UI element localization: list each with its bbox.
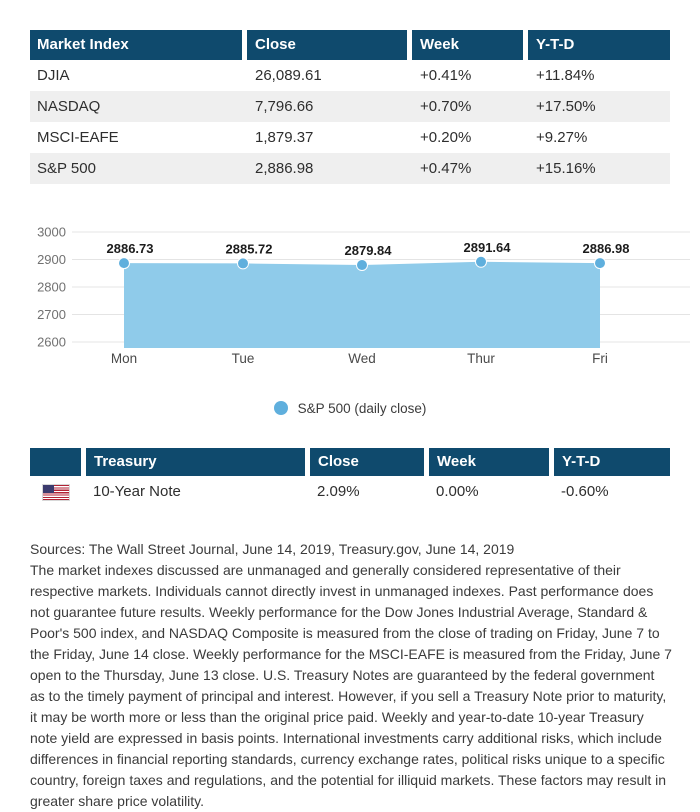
column-header-ytd: Y-T-D [523, 30, 670, 60]
week-change: +0.47% [420, 160, 472, 177]
chart-legend [30, 398, 670, 418]
column-header-treasury: Treasury [81, 448, 305, 476]
footnotes [30, 539, 672, 812]
y-tick-label: 2800 [37, 279, 66, 295]
column-header-close: Close [305, 448, 424, 476]
close-value: 1,879.37 [255, 129, 314, 146]
us-flag-icon [43, 485, 69, 500]
column-header-week: Week [424, 448, 549, 476]
disclaimer-text: The market indexes discussed are unmanaged and generally considered representative of their respective markets. Individuals cannot directly invest in unmanaged indexes. Past performance does not guarantee future results. Weekly performance for the Dow Jones Industrial Average, Standard & Poor's 500 index, and NASDAQ Composite is measured from the close of trading on Friday, June 7 to the Friday, June 14 close. Weekly performance for the MSCI-EAFE is measured from the Friday, June 7 open to the Thursday, June 13 close. U.S. Treasury Notes are guaranteed by the federal government as to the timely payment of principal and interest. However, if you sell a Treasury Note prior to maturity, it may be worth more or less than the original price paid. Weekly and year-to-date 10-year Treasury note yield are expressed in basis points. International investments carry additional risks, which include differences in financial reporting standards, currency exchange rates, political risks unique to a specific country, foreign taxes and regulations, and the potential for illiquid markets. These factors may result in greater share price volatility. [30, 562, 672, 809]
column-header-ytd: Y-T-D [549, 448, 670, 476]
treasury-table [30, 448, 670, 508]
area-fill [124, 262, 600, 348]
data-point-label: 2886.73 [106, 241, 154, 257]
table-row [30, 122, 670, 153]
market-index-table [30, 30, 670, 184]
ytd-change: +9.27% [536, 129, 588, 146]
sp500-weekly-chart [30, 210, 670, 377]
x-axis-label: Thur [467, 351, 495, 366]
data-point-label: 2886.98 [582, 241, 630, 257]
y-tick-label: 2600 [37, 334, 66, 350]
index-name: DJIA [37, 67, 70, 84]
index-name: S&P 500 [37, 160, 96, 177]
week-change: +0.41% [420, 67, 472, 84]
y-tick-label: 2700 [37, 307, 66, 322]
week-change: 0.00% [436, 483, 479, 500]
column-header-close: Close [242, 30, 407, 60]
treasury-header-row [30, 448, 670, 476]
index-name: MSCI-EAFE [37, 129, 119, 146]
table-row [30, 60, 670, 91]
legend-marker-icon [274, 401, 288, 415]
ytd-change: +17.50% [536, 98, 596, 115]
flag-cell [30, 485, 81, 500]
close-value: 26,089.61 [255, 67, 322, 84]
table-row [30, 476, 670, 508]
market-table-header-row [30, 30, 670, 60]
table-row [30, 153, 670, 184]
legend-label: S&P 500 (daily close) [297, 400, 427, 416]
week-change: +0.20% [420, 129, 472, 146]
x-axis-label: Fri [592, 351, 608, 366]
x-axis-label: Wed [348, 351, 376, 366]
column-header-flag [30, 448, 81, 476]
x-axis-label: Tue [231, 351, 255, 366]
x-axis-label: Mon [110, 351, 138, 366]
sources-line: Sources: The Wall Street Journal, June 14, 2019, Treasury.gov, June 14, 2019 [30, 541, 515, 557]
ytd-change: +11.84% [536, 67, 595, 84]
column-header-week: Week [407, 30, 523, 60]
data-point-marker [595, 258, 606, 269]
data-point-marker [357, 260, 368, 271]
treasury-name: 10-Year Note [93, 483, 181, 500]
sp500-chart [30, 210, 690, 372]
y-tick-label: 2900 [37, 252, 66, 267]
data-point-marker [476, 256, 487, 267]
data-point-marker [119, 258, 130, 269]
table-row [30, 91, 670, 122]
index-name: NASDAQ [37, 98, 101, 115]
ytd-change: +15.16% [536, 160, 596, 177]
data-point-label: 2879.84 [344, 243, 392, 259]
close-value: 2,886.98 [255, 160, 314, 177]
ytd-change: -0.60% [561, 483, 609, 500]
close-value: 7,796.66 [255, 98, 314, 115]
data-point-marker [238, 258, 249, 269]
data-point-label: 2885.72 [225, 241, 273, 257]
week-change: +0.70% [420, 98, 472, 115]
column-header-market-index: Market Index [30, 30, 242, 60]
close-value: 2.09% [317, 483, 360, 500]
data-point-label: 2891.64 [463, 239, 511, 255]
y-tick-label: 3000 [37, 224, 66, 240]
